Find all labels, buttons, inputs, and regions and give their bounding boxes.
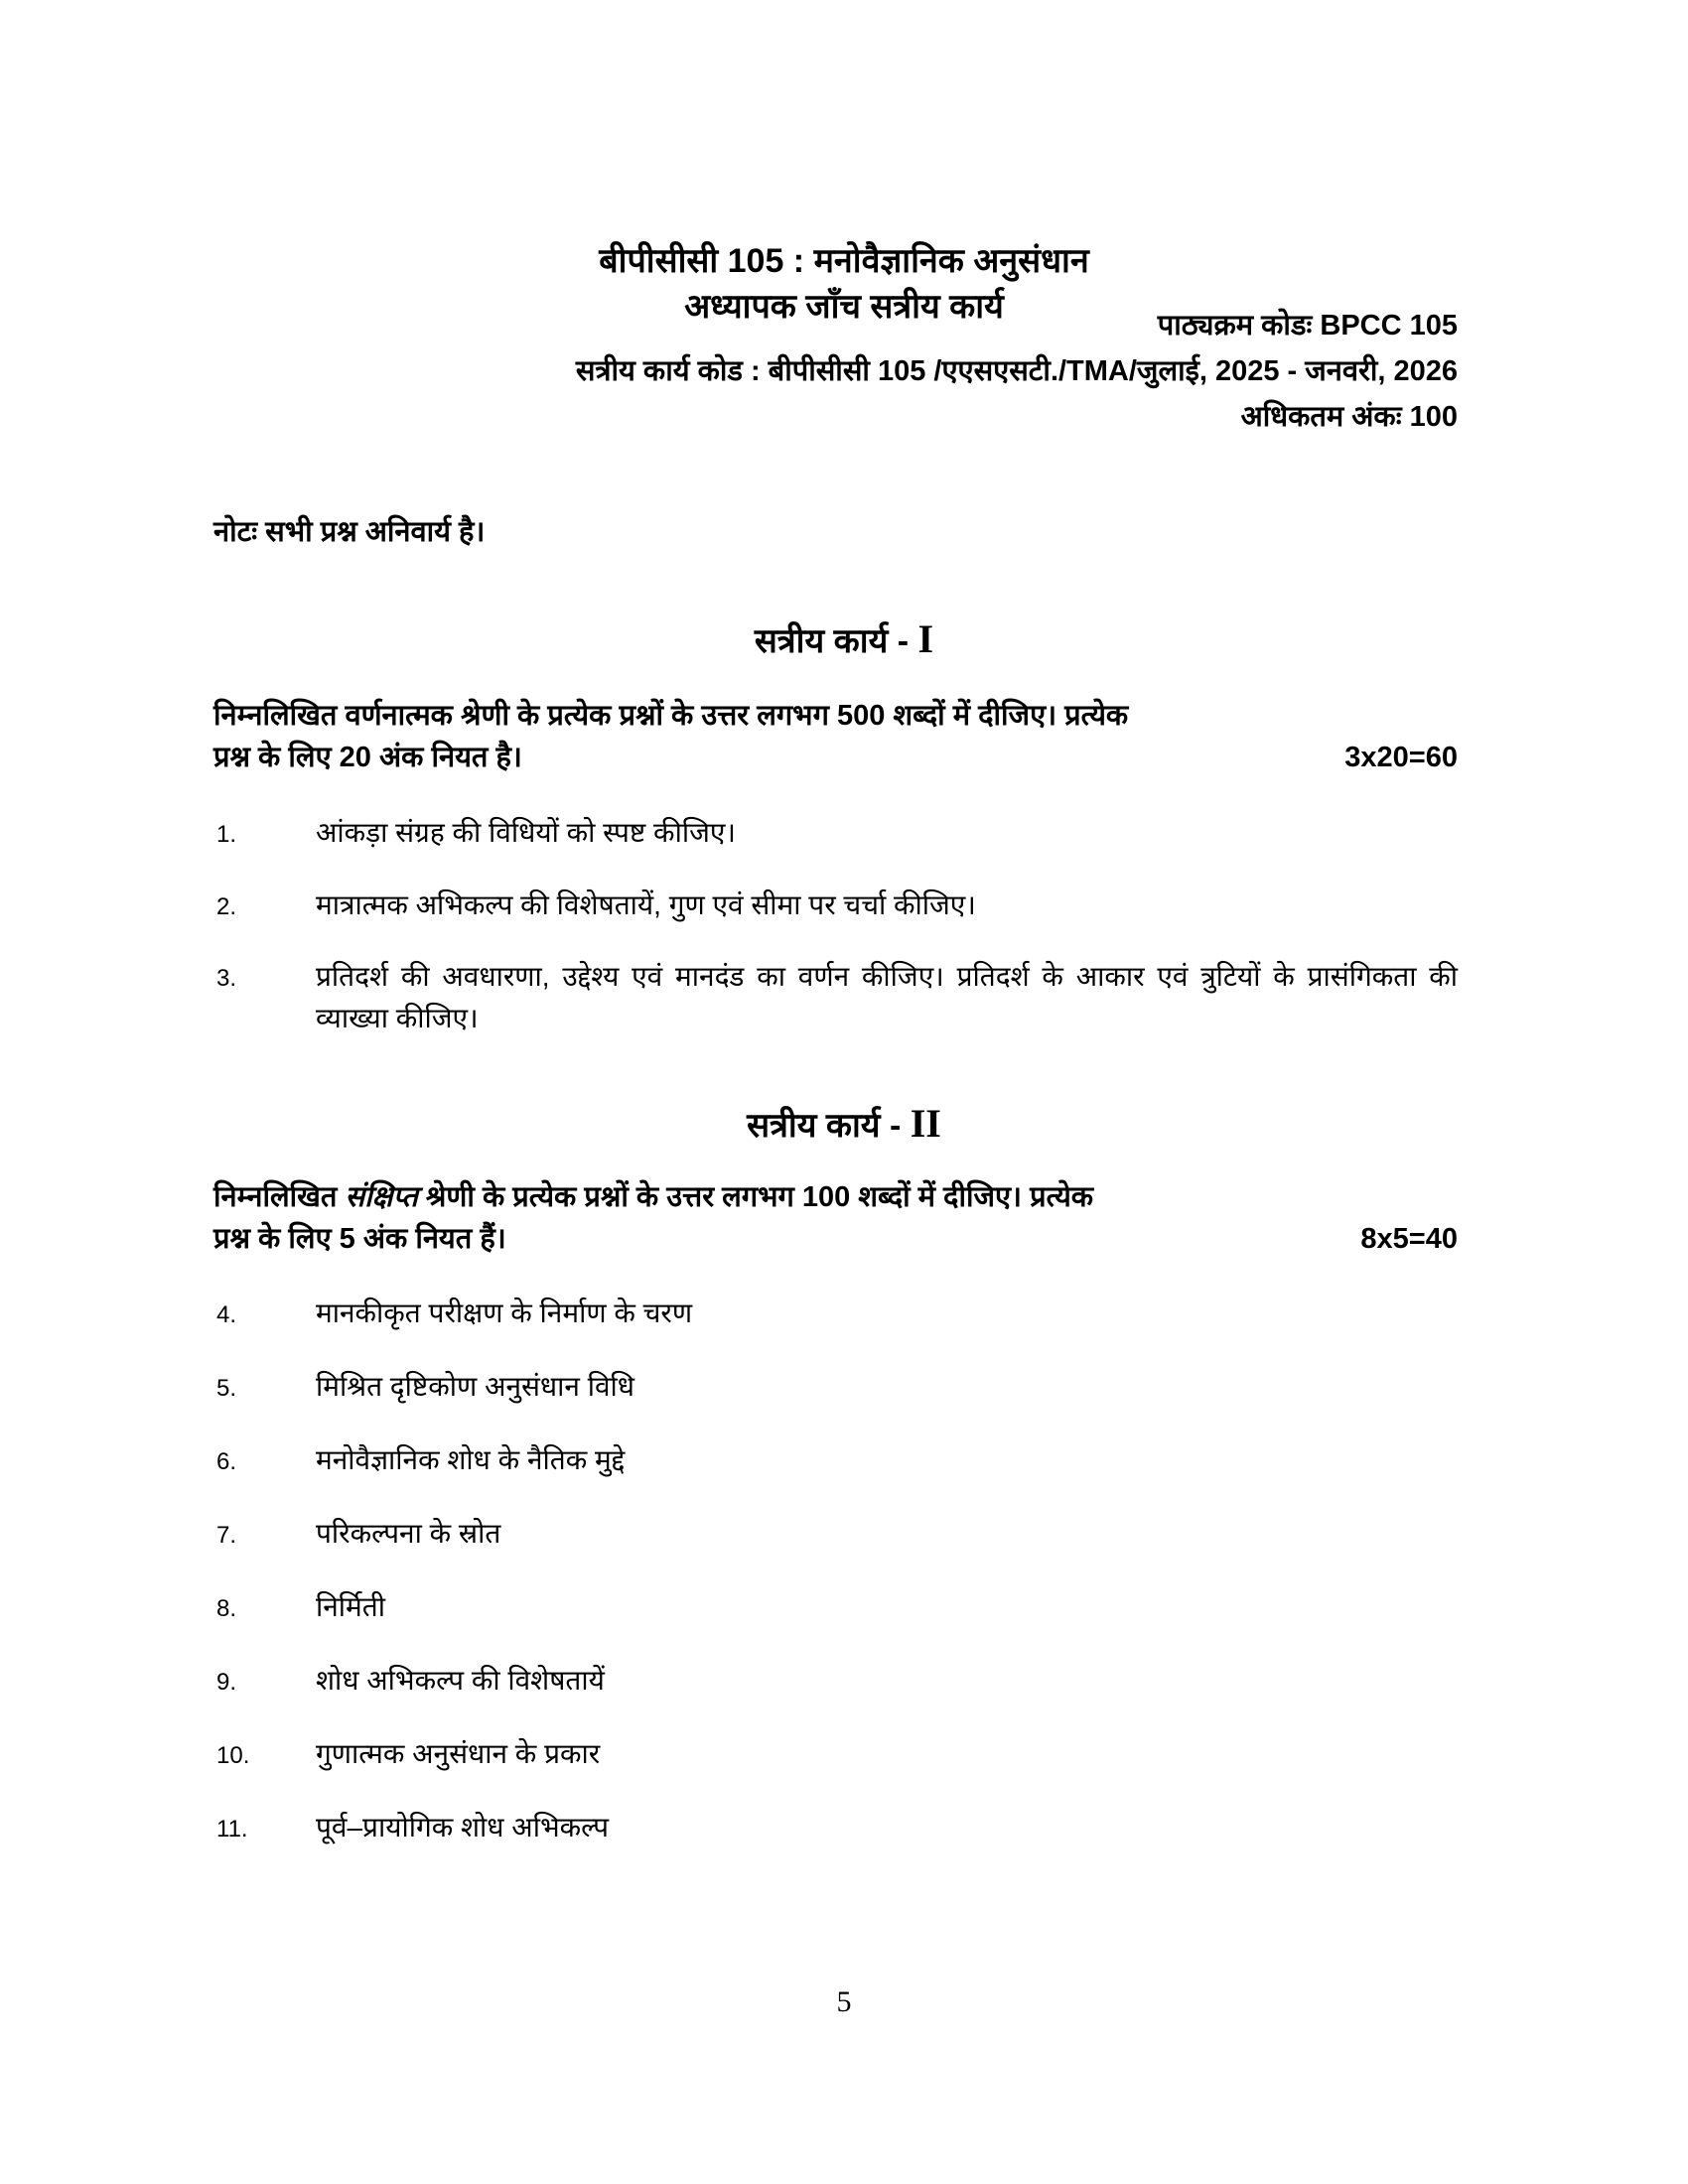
question-item — [216, 1439, 1458, 1483]
question-item — [216, 812, 1458, 856]
question-item — [216, 1807, 1458, 1850]
section-heading-prefix: सत्रीय कार्य - — [754, 622, 918, 660]
section-roman-numeral: II — [910, 1101, 941, 1146]
question-text: प्रतिदर्श की अवधारणा, उद्देश्य एवं मानदंड का वर्णन कीजिए। प्रतिदर्श के आकार एवं त्रुटियों के प्रासंगिकता की व्याख्या कीजिए। — [316, 961, 1458, 1033]
section-1-instructions — [213, 695, 1458, 778]
instruction-line-2: प्रश्न के लिए 5 अंक नियत हैं। — [213, 1223, 506, 1255]
page-number: 5 — [836, 1985, 852, 2018]
instruction-line-1 — [213, 1176, 1458, 1218]
section-marks: 3x20=60 — [1344, 742, 1458, 773]
instruction-post: श्रेणी के प्रत्येक प्रश्नों के उत्तर लगभग 100 शब्दों में दीजिए। प्रत्येक — [417, 1181, 1094, 1213]
question-number: 1. — [216, 821, 237, 848]
section-heading-1 — [0, 615, 1688, 662]
question-number: 3. — [216, 965, 237, 992]
question-number: 9. — [216, 1669, 237, 1696]
question-text: मिश्रित दृष्टिकोण अनुसंधान विधि — [316, 1371, 635, 1402]
section-marks: 8x5=40 — [1360, 1223, 1458, 1255]
question-item — [216, 956, 1458, 1039]
instruction-pre: निम्नलिखित — [213, 1181, 346, 1213]
section-heading-2 — [0, 1100, 1688, 1147]
question-item — [216, 1366, 1458, 1410]
course-code: पाठ्यक्रम कोडः BPCC 105 — [1157, 310, 1458, 341]
question-number: 7. — [216, 1522, 237, 1549]
question-number: 8. — [216, 1595, 237, 1622]
question-number: 5. — [216, 1375, 237, 1402]
instruction-line-2: प्रश्न के लिए 20 अंक नियत है। — [213, 742, 522, 773]
question-item — [216, 1293, 1458, 1336]
instruction-italic-term: संक्षिप्त — [345, 1181, 418, 1213]
question-item — [216, 1586, 1458, 1630]
question-item — [216, 1660, 1458, 1704]
question-text: मनोवैज्ञानिक शोध के नैतिक मुद्दे — [316, 1444, 626, 1475]
question-number: 4. — [216, 1301, 237, 1328]
question-text: शोध अभिकल्प की विशेषतायें — [316, 1665, 605, 1696]
question-number: 2. — [216, 893, 237, 920]
question-number: 6. — [216, 1448, 237, 1475]
section-roman-numeral: I — [917, 616, 934, 661]
meta-block — [576, 303, 1458, 440]
assignment-code: सत्रीय कार्य कोड : बीपीसीसी 105 /एएसएसटी./TMA/जुलाई, 2025 - जनवरी, 2026 — [575, 355, 1458, 387]
question-text: गुणात्मक अनुसंधान के प्रकार — [316, 1738, 601, 1769]
question-item — [216, 885, 1458, 928]
section-heading-prefix: सत्रीय कार्य - — [747, 1107, 911, 1145]
section-2-instructions — [213, 1176, 1458, 1260]
course-title: बीपीसीसी 105 : मनोवैज्ञानिक अनुसंधान — [599, 242, 1089, 280]
question-text: निर्मिती — [316, 1591, 386, 1622]
question-text: पूर्व–प्रायोगिक शोध अभिकल्प — [316, 1812, 610, 1843]
question-text: परिकल्पना के स्रोत — [316, 1518, 501, 1549]
question-text: आंकड़ा संग्रह की विधियों को स्पष्ट कीजिए। — [316, 817, 736, 848]
note: नोटः सभी प्रश्न अनिवार्य है। — [213, 516, 486, 548]
question-number: 11. — [216, 1816, 248, 1843]
assignment-title: अध्यापक जाँच सत्रीय कार्य — [684, 288, 1004, 326]
question-item — [216, 1733, 1458, 1777]
instruction-line-1: निम्नलिखित वर्णनात्मक श्रेणी के प्रत्येक प्रश्नों के उत्तर लगभग 500 शब्दों में दीजिए। प्रत्येक — [213, 700, 1129, 732]
question-text: मात्रात्मक अभिकल्प की विशेषतायें, गुण एवं सीमा पर चर्चा कीजिए। — [316, 889, 976, 920]
max-marks: अधिकतम अंकः 100 — [1240, 401, 1458, 433]
question-number: 10. — [216, 1742, 250, 1769]
question-text: मानकीकृत परीक्षण के निर्माण के चरण — [316, 1297, 693, 1328]
question-item — [216, 1513, 1458, 1557]
